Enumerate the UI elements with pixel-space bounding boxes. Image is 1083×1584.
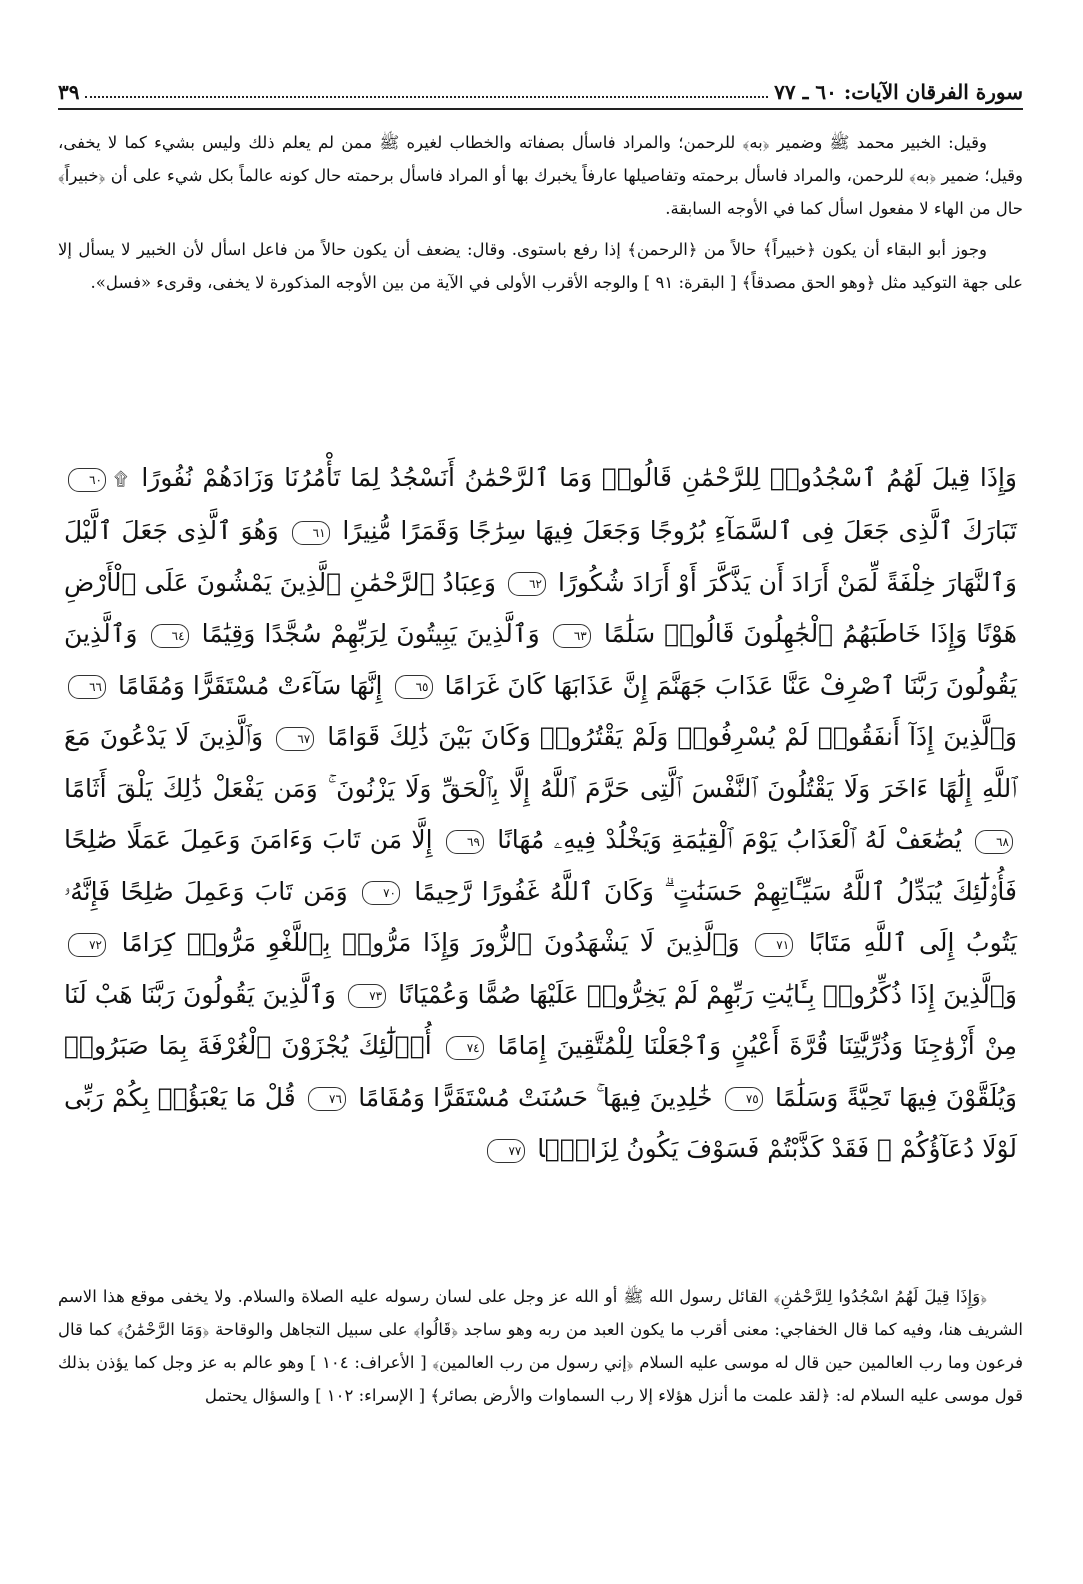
ayah-number-marker: ٧٢ xyxy=(68,933,106,957)
ayah-text: خَٰلِدِينَ فِيهَا ۚ حَسُنَتْ مُسْتَقَرًّا وَمُقَامًا xyxy=(349,1082,713,1112)
ayah-text: وَمَن تَابَ وَعَمِلَ صَٰلِحًا فَإِنَّهُۥ يَتُوبُ إِلَى ٱللَّهِ مَتَابًا xyxy=(64,876,1017,958)
ayah-text: قُلْ مَا يَعْبَؤُا۟ بِكُمْ رَبِّى لَوْلَا دُعَآؤُكُمْ ۖ فَقَدْ كَذَّبْتُمْ فَسَوْفَ يَكُونُ لِزَامًۢا xyxy=(64,1082,1017,1164)
ayah-number-marker: ٧٠ xyxy=(362,881,400,905)
ayah-number-marker: ٦٠ xyxy=(68,468,106,492)
ayah-number-marker: ٦١ xyxy=(292,521,330,545)
ayah-text: وَٱلَّذِينَ إِذَا ذُكِّرُوا۟ بِـَٔايَٰتِ رَبِّهِمْ لَمْ يَخِرُّوا۟ عَلَيْهَا صُمًّا وَعُمْيَانًا xyxy=(390,979,1017,1009)
surah-title: سورة الفرقان الآيات: ٦٠ ـ ٧٧ xyxy=(774,80,1023,104)
page-number: ٣٩ xyxy=(58,80,80,104)
ayah-number-marker: ٦٦ xyxy=(68,675,106,699)
leader-dots xyxy=(85,95,768,98)
ayah-text: أُو۟لَٰٓئِكَ يُجْزَوْنَ ٱلْغُرْفَةَ بِمَا صَبَرُوا۟ وَيُلَقَّوْنَ فِيهَا تَحِيَّةً وَسَلَٰمًا xyxy=(64,1031,1018,1112)
ayah-text: وَٱلَّذِينَ يَقُولُونَ رَبَّنَا هَبْ لَنَا مِنْ أَزْوَٰجِنَا وَذُرِّيَّٰتِنَا قُرَّةَ أَعْيُنٍ وَٱجْعَلْنَا لِلْمُتَّقِينَ إِمَامًا xyxy=(64,979,1018,1061)
ayah-text: إِلَّا مَن تَابَ وَءَامَنَ وَعَمِلَ عَمَلًا صَٰلِحًا فَأُو۟لَٰٓئِكَ يُبَدِّلُ ٱللَّهُ سَيِّـَٔاتِهِمْ حَسَنَٰتٍ ۗ وَكَانَ ٱللَّهُ غَفُورًا رَّحِيمًا xyxy=(64,825,1017,906)
ayah-text: وَٱلَّذِينَ يَبِيتُونَ لِرَبِّهِمْ سُجَّدًا وَقِيَٰمًا xyxy=(192,619,540,649)
ayah-number-marker: ٦٨ xyxy=(975,830,1013,854)
ayah-number-marker: ٦٩ xyxy=(446,830,484,854)
ayah-text: وَهُوَ ٱلَّذِى جَعَلَ ٱلَّيْلَ وَٱلنَّهَارَ خِلْفَةً لِّمَنْ أَرَادَ أَن يَذَّكَّرَ أَوْ أَرَادَ شُكُورًا xyxy=(64,516,1018,597)
ayah-text: إِنَّهَا سَآءَتْ مُسْتَقَرًّا وَمُقَامًا xyxy=(110,670,383,700)
commentary-paragraph: وقيل: الخبير محمد ﷺ وضمير ﴿به﴾ للرحمن؛ والمراد فاسأل بصفاته والخطاب لغيره ﷺ ممن لم يعلم ذلك وليس بشيء كما لا يخفى، وقيل؛ ضمير ﴿به﴾ للرحمن، والمراد فاسأل برحمته وتفاصيلها عارفاً يخبرك بها أو المراد فاسأل برحمته حال كونه عالماً بكل شيء على أن ﴿خبيراً﴾ حال من الهاء لا مفعول اسأل كما في الأوجه السابقة. xyxy=(58,133,1023,218)
ayah-text: وَٱلَّذِينَ لَا يَدْعُونَ مَعَ ٱللَّهِ إِلَٰهًا ءَاخَرَ وَلَا يَقْتُلُونَ ٱلنَّفْسَ ٱلَّتِى حَرَّمَ ٱللَّهُ إِلَّا بِٱلْحَقِّ وَلَا يَزْنُونَ ۚ وَمَن يَفْعَلْ ذَٰلِكَ يَلْقَ أَثَامًا xyxy=(64,722,1017,803)
ayah-text: وَعِبَادُ ٱلرَّحْمَٰنِ ٱلَّذِينَ يَمْشُونَ عَلَى ٱلْأَرْضِ هَوْنًا وَإِذَا خَاطَبَهُمُ ٱلْجَٰهِلُونَ قَالُوا۟ سَلَٰمًا xyxy=(64,567,1017,649)
ayah-number-marker: ٦٥ xyxy=(395,675,433,699)
ayah-number-marker: ٧٤ xyxy=(446,1036,484,1060)
ayah-text: وَإِذَا قِيلَ لَهُمُ ٱسْجُدُوا۟ لِلرَّحْمَٰنِ قَالُوا۟ وَمَا ٱلرَّحْمَٰنُ أَنَسْجُدُ لِمَا تَأْمُرُنَا وَزَادَهُمْ نُفُورًا xyxy=(131,463,1017,492)
ayah-text: يُضَٰعَفْ لَهُ ٱلْعَذَابُ يَوْمَ ٱلْقِيَٰمَةِ وَيَخْلُدْ فِيهِۦ مُهَانًا xyxy=(487,825,962,855)
ayah-text: وَٱلَّذِينَ إِذَآ أَنفَقُوا۟ لَمْ يُسْرِفُوا۟ وَلَمْ يَقْتُرُوا۟ وَكَانَ بَيْنَ ذَٰلِكَ قَوَامًا xyxy=(318,722,1018,752)
commentary-top xyxy=(58,126,1023,307)
sajda-mark-icon: ۩ xyxy=(114,468,128,490)
ayah-text: وَٱلَّذِينَ لَا يَشْهَدُونَ ٱلزُّورَ وَإِذَا مَرُّوا۟ بِٱللَّغْوِ مَرُّوا۟ كِرَامًا xyxy=(110,928,740,958)
header-rule xyxy=(58,108,1023,110)
ayah-number-marker: ٦٧ xyxy=(276,727,314,751)
ayah-number-marker: ٧٣ xyxy=(348,984,386,1008)
ayah-text: وَٱلَّذِينَ يَقُولُونَ رَبَّنَا ٱصْرِفْ عَنَّا عَذَابَ جَهَنَّمَ إِنَّ عَذَابَهَا كَانَ غَرَامًا xyxy=(64,619,1017,700)
ayah-number-marker: ٧٦ xyxy=(308,1087,346,1111)
ayah-number-marker: ٧١ xyxy=(755,933,793,957)
ayah-number-marker: ٧٥ xyxy=(725,1087,763,1111)
quran-verses-block xyxy=(64,452,1017,1272)
ayah-text: تَبَارَكَ ٱلَّذِى جَعَلَ فِى ٱلسَّمَآءِ بُرُوجًا وَجَعَلَ فِيهَا سِرَٰجًا وَقَمَرًا مُّنِيرًا xyxy=(333,516,1017,546)
ayah-number-marker: ٦٢ xyxy=(508,572,546,596)
ayah-number-marker: ٧٧ xyxy=(487,1139,525,1163)
ayah-number-marker: ٦٤ xyxy=(151,624,189,648)
commentary-paragraph: وجوز أبو البقاء أن يكون ﴿خبيراً﴾ حالاً من ﴿الرحمن﴾ إذا رفع باستوى. وقال: يضعف أن يكون حالاً من فاعل اسأل لأن الخبير لا يسأل إلا على جهة التوكيد مثل ﴿وهو الحق مصدقاً﴾ [ البقرة: ٩١ ] والوجه الأقرب الأولى في الآية من بين الأوجه المذكورة لا يخفى، وقرىء «فسل». xyxy=(58,240,1023,292)
running-header xyxy=(58,70,1023,104)
commentary-paragraph: ﴿وَإِذَا قِيلَ لَهُمُ اسْجُدُوا لِلرَّحْمَٰنِ﴾ القائل رسول الله ﷺ أو الله عز وجل على لسان رسوله عليه الصلاة والسلام. ولا يخفى موقع هذا الاسم الشريف هنا، وفيه كما قال الخفاجي: معنى أقرب ما يكون العبد من ربه وهو ساجد ﴿قَالُوا﴾ على سبيل التجاهل والوقاحة ﴿وَمَا الرَّحْمَٰنُ﴾ كما قال فرعون وما رب العالمين حين قال له موسى عليه السلام ﴿إني رسول من رب العالمين﴾ [ الأعراف: ١٠٤ ] وهو عالم به عز وجل كما يؤذن بذلك قول موسى عليه السلام له: ﴿لقد علمت ما أنزل هؤلاء إلا رب السماوات والأرض بصائر﴾ [ الإسراء: ١٠٢ ] والسؤال يحتمل xyxy=(58,1287,1023,1405)
ayah-number-marker: ٦٣ xyxy=(553,624,591,648)
commentary-bottom xyxy=(58,1280,1023,1420)
